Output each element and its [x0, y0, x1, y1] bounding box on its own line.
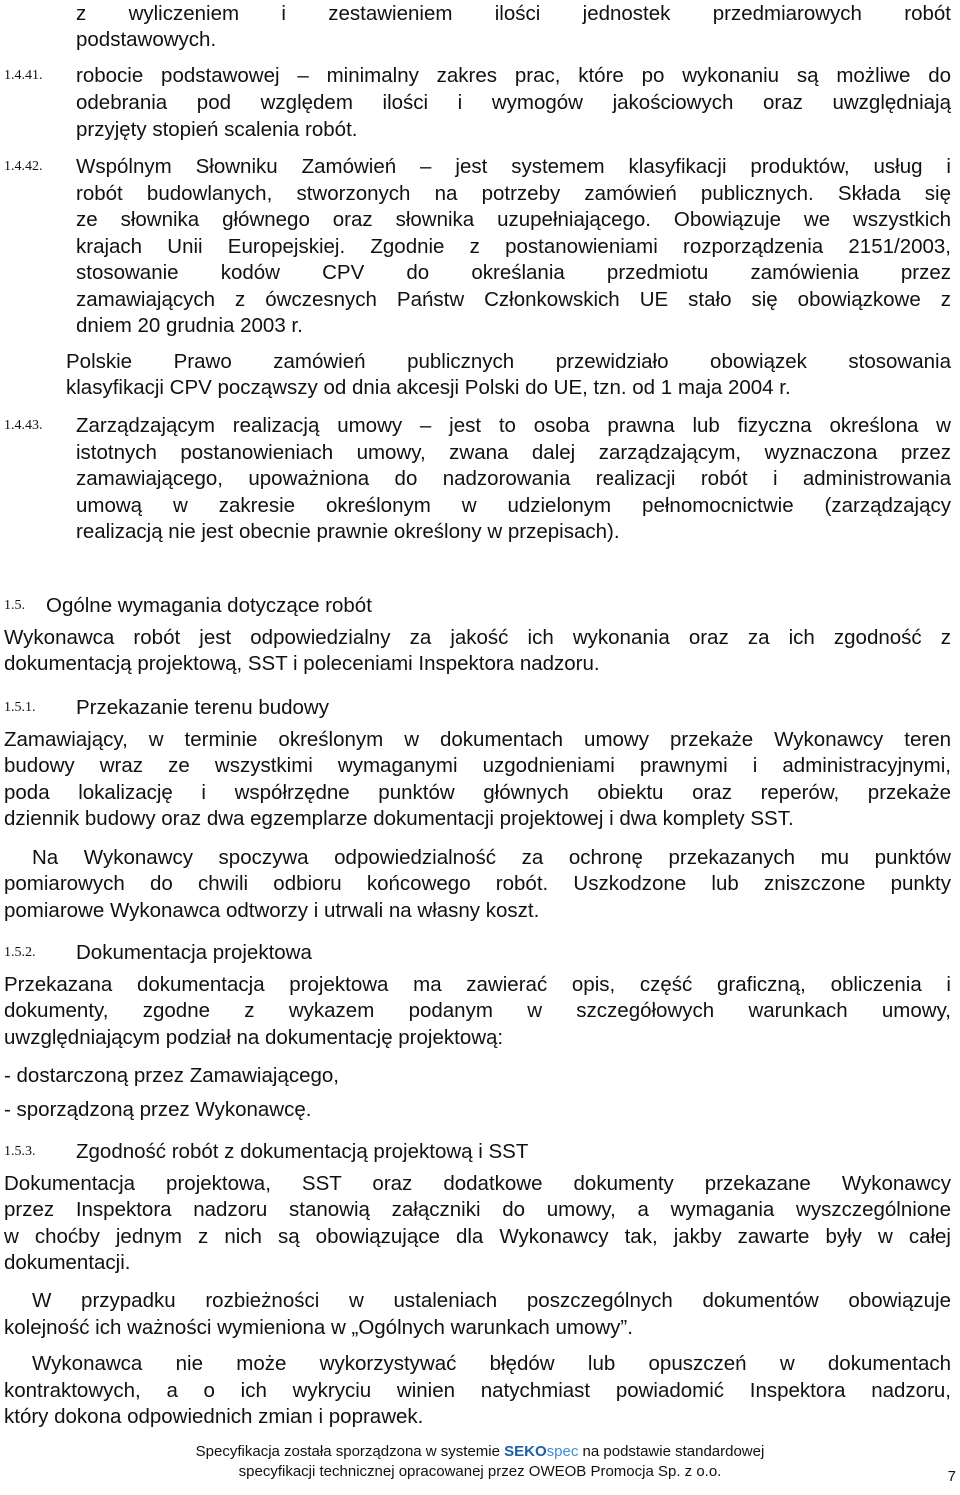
para-line: dokumenty, zgodne z wykazem podanym w szczegółowych warunkach umowy,: [4, 999, 951, 1022]
para-line: pomiarowe Wykonawca odtworzy i utrwali na własny koszt.: [4, 899, 540, 922]
para-line: realizacją nie jest obecnie prawnie określony w przepisach).: [76, 520, 620, 543]
footer-text: na podstawie standardowej: [582, 1443, 765, 1460]
para-line: klasyfikacji CPV począwszy od dnia akcesji Polski do UE, tzn. od 1 maja 2004 r.: [66, 376, 791, 399]
footer-line-1: [0, 1442, 960, 1462]
para-line: Przekazana dokumentacja projektowa ma zawierać opis, część graficzną, obliczenia i: [4, 973, 951, 996]
para-line: z wyliczeniem i zestawieniem ilości jednostek przedmiarowych robót: [76, 2, 951, 25]
para-line: robót budowlanych, stworzonych na potrzeby zamówień publicznych. Składa się: [76, 182, 951, 205]
para-line: Wykonawca robót jest odpowiedzialny za jakość ich wykonania oraz za ich zgodność z: [4, 626, 951, 649]
para-line: budowy wraz ze wszystkimi wymaganymi uzgodnieniami prawnymi i administracyjnymi,: [4, 754, 951, 777]
para-line: kontraktowych, a o ich wykryciu winien natychmiast powiadomić Inspektora nadzoru,: [4, 1379, 951, 1402]
section-number: 1.5.: [4, 598, 25, 613]
definition-number: 1.4.42.: [4, 159, 43, 174]
para-line: który dokona odpowiednich zmian i poprawek.: [4, 1405, 424, 1428]
para-line: stosowanie kodów CPV do określania przedmiotu zamówienia przez: [76, 261, 951, 284]
para-line: zamawiających z ówczesnych Państw Członkowskich UE stało się obowiązkowe z: [76, 288, 951, 311]
para-line: W przypadku rozbieżności w ustaleniach poszczególnych dokumentów obowiązuje: [32, 1289, 951, 1312]
para-line: robocie podstawowej – minimalny zakres prac, które po wykonaniu są możliwe do: [76, 64, 951, 87]
para-line: w choćby jednym z nich są obowiązujące dla Wykonawcy tak, jakby zawarte były w całej: [4, 1225, 951, 1248]
section-heading: Przekazanie terenu budowy: [76, 696, 329, 719]
para-line: dokumentacją projektową, SST i poleceniami Inspektora nadzoru.: [4, 652, 600, 675]
para-line: umową w zakresie określonym w udzielonym pełnomocnictwie (zarządzający: [76, 494, 951, 517]
footer-line-2: specyfikacji technicznej opracowanej przez OWEOB Promocja Sp. z o.o.: [238, 1463, 722, 1480]
para-line: kolejność ich ważności wymieniona w „Ogólnych warunkach umowy”.: [4, 1316, 633, 1339]
footer-text: Specyfikacja została sporządzona w systemie: [195, 1443, 500, 1460]
para-line: dniem 20 grudnia 2003 r.: [76, 314, 303, 337]
para-line: Wykonawca nie może wykorzystywać błędów lub opuszczeń w dokumentach: [32, 1352, 951, 1375]
para-line: Na Wykonawcy spoczywa odpowiedzialność za ochronę przekazanych mu punktów: [32, 846, 951, 869]
para-line: dziennik budowy oraz dwa egzemplarze dokumentacji projektowej i dwa komplety SST.: [4, 807, 794, 830]
section-number: 1.5.1.: [4, 700, 36, 715]
para-line: poda lokalizację i współrzędne punktów głównych obiektu oraz reperów, przekaże: [4, 781, 951, 804]
para-line: Polskie Prawo zamówień publicznych przewidziało obowiązek stosowania: [66, 350, 951, 373]
para-line: ze słownika głównego oraz słownika uzupełniającego. Obowiązuje we wszystkich: [76, 208, 951, 231]
para-line: zamawiającego, upoważniona do nadzorowania realizacji robót i administrowania: [76, 467, 951, 490]
section-heading: Ogólne wymagania dotyczące robót: [46, 594, 372, 617]
para-line: pomiarowych do chwili odbioru końcowego robót. Uszkodzone lub zniszczone punkty: [4, 872, 951, 895]
para-line: przyjęty stopień scalenia robót.: [76, 118, 358, 141]
para-line: dokumentacji.: [4, 1251, 131, 1274]
para-line: Zamawiający, w terminie określonym w dokumentach umowy przekaże Wykonawcy teren: [4, 728, 951, 751]
section-heading: Zgodność robót z dokumentacją projektową i SST: [76, 1140, 529, 1163]
list-item: - sporządzoną przez Wykonawcę.: [4, 1098, 312, 1121]
list-item: - dostarczoną przez Zamawiającego,: [4, 1064, 339, 1087]
definition-number: 1.4.43.: [4, 418, 43, 433]
sekospec-logo: SEKOspec: [504, 1443, 579, 1460]
page-number: 7: [947, 1468, 956, 1485]
section-heading: Dokumentacja projektowa: [76, 941, 312, 964]
section-number: 1.5.2.: [4, 945, 36, 960]
para-line: uwzględniającym podział na dokumentację projektową:: [4, 1026, 504, 1049]
para-line: istotnych postanowieniach umowy, zwana dalej zarządzającym, wyznaczona przez: [76, 441, 951, 464]
para-line: odebrania pod względem ilości i wymogów jakościowych oraz uwzględniają: [76, 91, 951, 114]
para-line: podstawowych.: [76, 28, 217, 51]
para-line: Wspólnym Słowniku Zamówień – jest systemem klasyfikacji produktów, usług i: [76, 155, 951, 178]
para-line: Zarządzającym realizacją umowy – jest to osoba prawna lub fizyczna określona w: [76, 414, 951, 437]
definition-number: 1.4.41.: [4, 68, 43, 83]
para-line: Dokumentacja projektowa, SST oraz dodatkowe dokumenty przekazane Wykonawcy: [4, 1172, 951, 1195]
para-line: krajach Unii Europejskiej. Zgodnie z postanowieniami rozporządzenia 2151/2003,: [76, 235, 951, 258]
section-number: 1.5.3.: [4, 1144, 36, 1159]
para-line: przez Inspektora nadzoru stanowią załączniki do umowy, a wymagania wyszczególnione: [4, 1198, 951, 1221]
